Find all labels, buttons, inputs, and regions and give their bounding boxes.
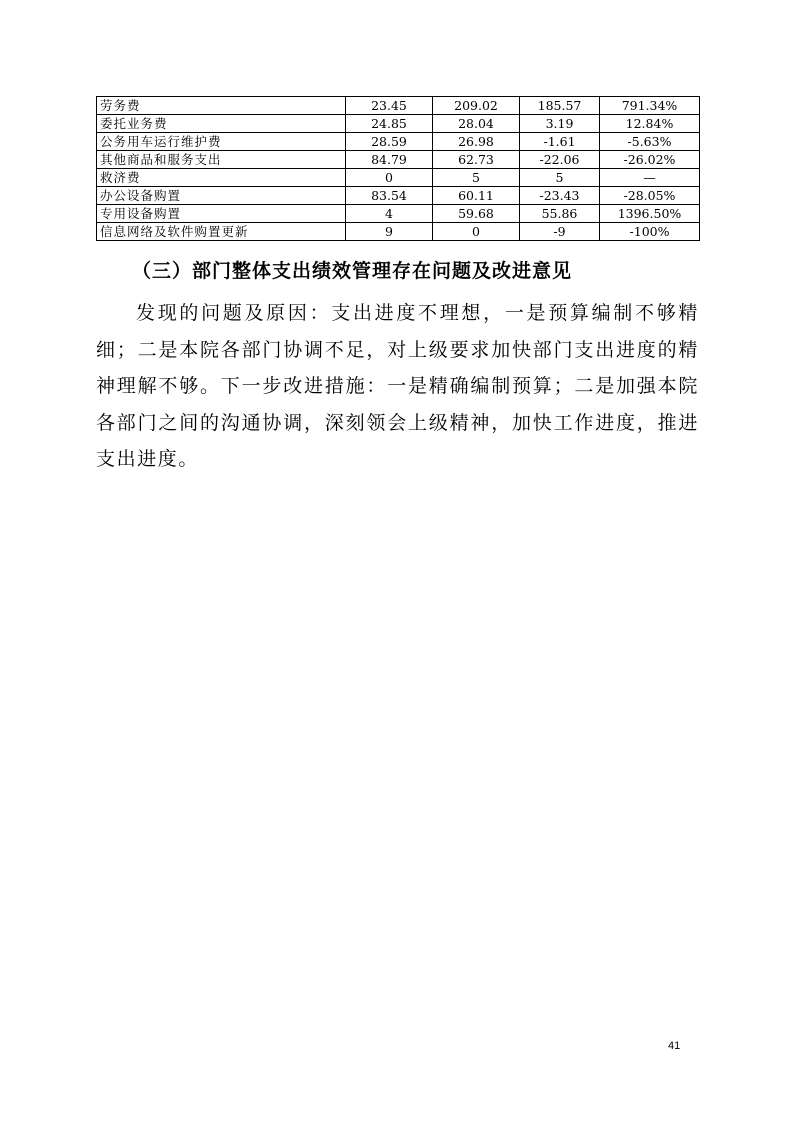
value-cell: 791.34% (600, 97, 700, 115)
value-cell: 28.04 (433, 115, 520, 133)
value-cell: 23.45 (346, 97, 433, 115)
item-name-cell: 专用设备购置 (97, 205, 346, 223)
table-row (97, 115, 700, 133)
item-name-cell: 救济费 (97, 169, 346, 187)
value-cell: 60.11 (433, 187, 520, 205)
value-cell: 1396.50% (600, 205, 700, 223)
value-cell: -23.43 (520, 187, 600, 205)
item-name-cell: 委托业务费 (97, 115, 346, 133)
item-name-cell: 公务用车运行维护费 (97, 133, 346, 151)
value-cell: 59.68 (433, 205, 520, 223)
page-number: 41 (668, 1040, 681, 1052)
value-cell: 12.84% (600, 115, 700, 133)
value-cell: 84.79 (346, 151, 433, 169)
item-name-cell: 其他商品和服务支出 (97, 151, 346, 169)
value-cell: 55.86 (520, 205, 600, 223)
table-row (97, 151, 700, 169)
value-cell: -26.02% (600, 151, 700, 169)
value-cell: 5 (433, 169, 520, 187)
item-name-cell: 劳务费 (97, 97, 346, 115)
value-cell: 26.98 (433, 133, 520, 151)
value-cell: -5.63% (600, 133, 700, 151)
item-name-cell: 办公设备购置 (97, 187, 346, 205)
table-row (97, 169, 700, 187)
value-cell: -100% (600, 223, 700, 241)
value-cell: 185.57 (520, 97, 600, 115)
expenditure-table (96, 96, 700, 241)
value-cell: -9 (520, 223, 600, 241)
value-cell: 62.73 (433, 151, 520, 169)
body-paragraph: 发现的问题及原因：支出进度不理想，一是预算编制不够精细；二是本院各部门协调不足，对上级要求加快部门支出进度的精神理解不够。下一步改进措施：一是精确编制预算；二是加强本院各部门之间的沟通协调，深刻领会上级精神，加快工作进度，推进支出进度。 (96, 302, 699, 470)
value-cell: 209.02 (433, 97, 520, 115)
value-cell: 0 (433, 223, 520, 241)
value-cell: 9 (346, 223, 433, 241)
table-row (97, 133, 700, 151)
table-row (97, 97, 700, 115)
value-cell: 0 (346, 169, 433, 187)
value-cell: 5 (520, 169, 600, 187)
table-row (97, 187, 700, 205)
value-cell: 83.54 (346, 187, 433, 205)
value-cell: 3.19 (520, 115, 600, 133)
table-row (97, 205, 700, 223)
section-heading: （三）部门整体支出绩效管理存在问题及改进意见 (132, 260, 573, 282)
item-name-cell: 信息网络及软件购置更新 (97, 223, 346, 241)
value-cell: -22.06 (520, 151, 600, 169)
value-cell: 28.59 (346, 133, 433, 151)
value-cell: 4 (346, 205, 433, 223)
value-cell: -1.61 (520, 133, 600, 151)
value-cell: 24.85 (346, 115, 433, 133)
table-row (97, 223, 700, 241)
value-cell: — (600, 169, 700, 187)
value-cell: -28.05% (600, 187, 700, 205)
